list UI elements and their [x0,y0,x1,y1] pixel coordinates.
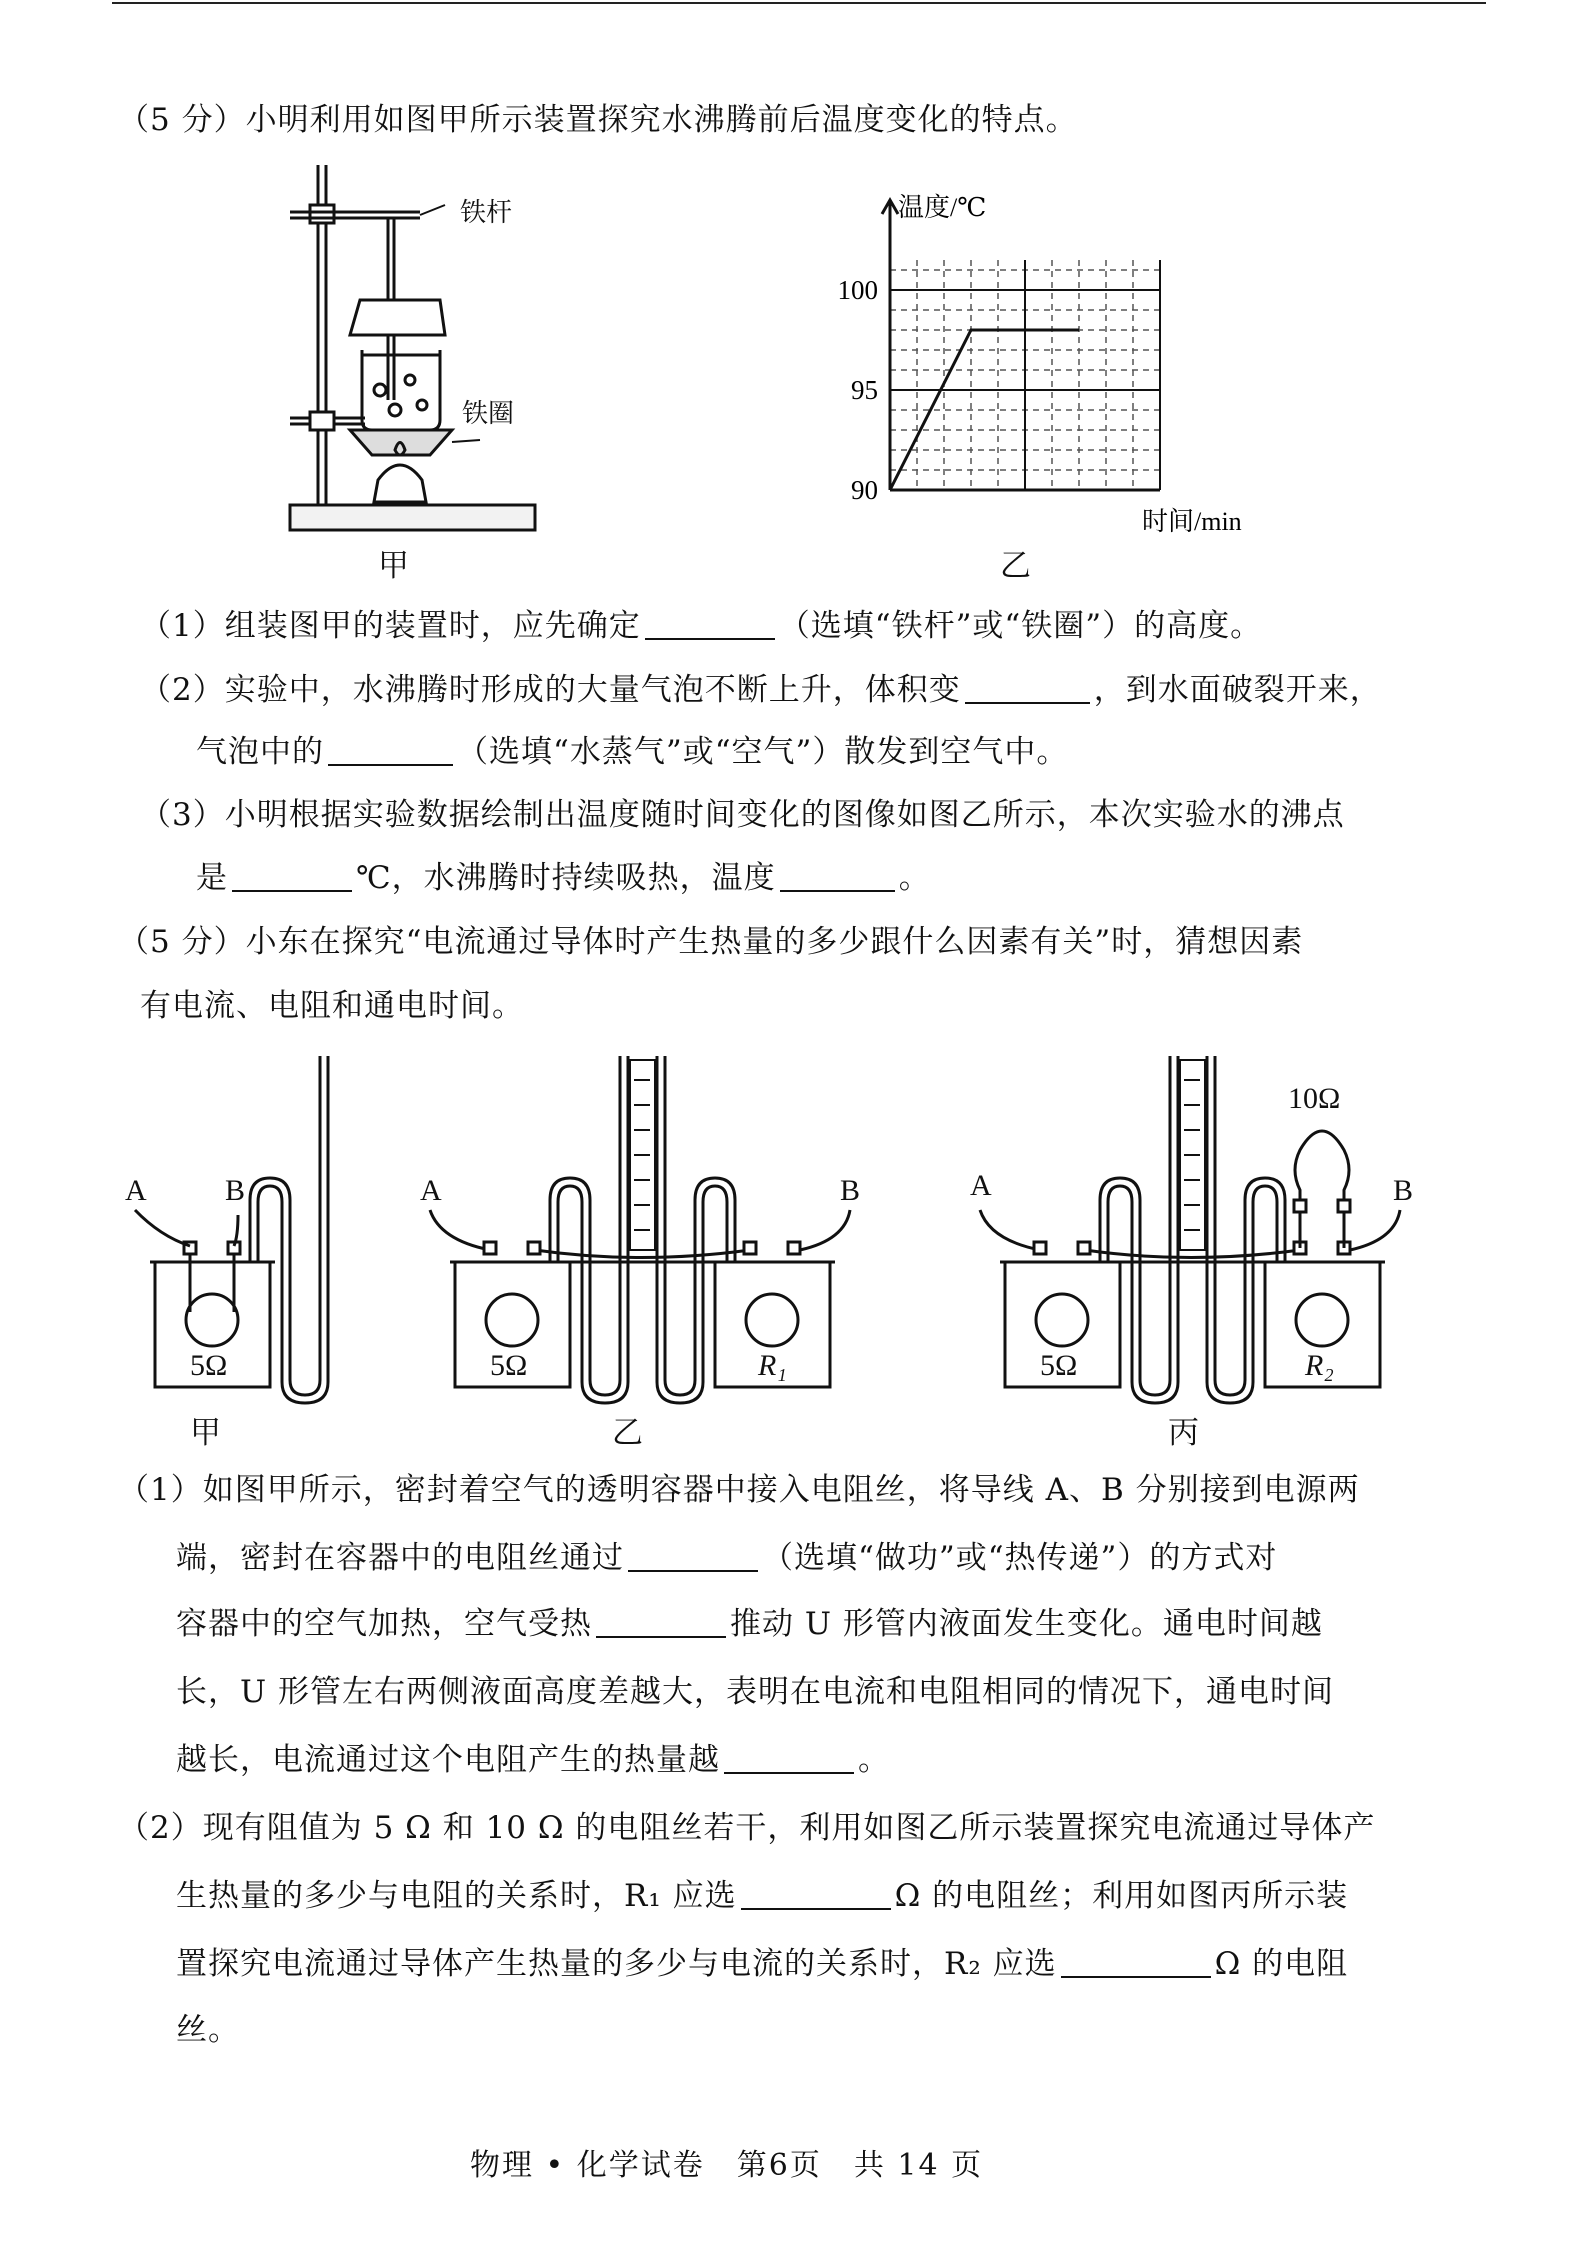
q1-blank-1[interactable] [645,608,775,640]
q2-p1-line4: 长，U 形管左右两侧液面高度差越大，表明在电流和电阻相同的情况下，通电时间 [176,1674,1334,1710]
q1-p3: （3）小明根据实验数据绘制出温度随时间变化的图像如图乙所示，本次实验水的沸点 [140,797,1345,833]
q1-p1 [140,606,1262,646]
bing-parallel-label: 10Ω [1288,1082,1341,1115]
yi-A-label: A [420,1174,442,1207]
caption-jia-2: 甲 [190,1415,221,1451]
q2-p1-text-e: 推动 U 形管内液面发生变化。通电时间越 [730,1606,1323,1642]
q2-p1-text-b: 端，密封在容器中的电阻丝通过 [176,1540,624,1576]
q2-blank-2[interactable] [596,1606,726,1638]
q2-blank-5[interactable] [1061,1946,1211,1978]
caption-bing: 丙 [1168,1415,1199,1451]
top-rule [112,2,1486,4]
jia-A-label: A [125,1174,147,1207]
caption-yi-1: 乙 [1000,548,1031,584]
q2-p2-text-e: Ω 的电阻 [1214,1946,1349,1982]
figure-joule-apparatus [110,1050,1480,1420]
bing-res-right-label: R₂ [1305,1349,1334,1382]
y-tick-label: 90 [851,475,878,505]
q1-blank-2[interactable] [965,672,1090,704]
chart-ylabel: 温度/℃ [898,193,987,222]
q2-p2-line1: （2）现有阻值为 5 Ω 和 10 Ω 的电阻丝若干，利用如图乙所示装置探究电流通过导体产 [118,1810,1376,1846]
q1-blank-4[interactable] [232,860,352,892]
yi-res-right-label: R₁ [758,1349,787,1382]
figure-jia-apparatus [270,150,630,590]
q2-p2-line3 [176,1944,1348,1984]
q2-p1-line3 [176,1604,1323,1644]
label-tiequan: 铁圈 [462,399,515,429]
series-line [890,330,1079,490]
temperature-chart [820,190,1260,550]
q2-p1-text-c: （选填“做功”或“热传递”）的方式对 [762,1540,1278,1576]
q2-p1-text-d: 容器中的空气加热，空气受热 [176,1606,592,1642]
q1-p1-text-a: （1）组装图甲的装置时，应先确定 [140,608,641,644]
q2-p2-text-c: Ω 的电阻丝；利用如图丙所示装 [894,1878,1349,1914]
q1-p2-text-d: （选填“水蒸气”或“空气”）散发到空气中。 [457,734,1069,770]
yi-B-label: B [840,1174,861,1207]
label-tiegan: 铁杆 [460,198,513,228]
q2-p2-line4: 丝。 [176,2012,240,2048]
q1-p1-text-b: （选填“铁杆”或“铁圈”）的高度。 [778,608,1263,644]
q1-p2-text-a: （2）实验中，水沸腾时形成的大量气泡不断上升，体积变 [140,672,961,708]
bing-res-left-label: 5Ω [1040,1349,1078,1382]
bing-B-label: B [1393,1174,1414,1207]
q1-p2-cont [196,732,1068,772]
jia-B-label: B [225,1174,246,1207]
q1-p2-text-c: 气泡中的 [196,734,324,770]
y-tick-label: 95 [851,375,878,405]
q1-p2 [140,670,1382,710]
q2-p1-text-h: 。 [858,1742,890,1778]
q2-p1-line5 [176,1740,890,1780]
jia-res-label: 5Ω [190,1349,228,1382]
chart-xlabel: 时间/min [1142,507,1242,536]
q2-intro-b: 有电流、电阻和通电时间。 [140,988,524,1024]
yi-res-left-label: 5Ω [490,1349,528,1382]
bing-A-label: A [970,1169,992,1202]
q1-p3-text-b: 是 [196,860,228,896]
q2-p1-line1: （1）如图甲所示，密封着空气的透明容器中接入电阻丝，将导线 A、B 分别接到电源两 [118,1472,1360,1508]
q2-p2-line2 [176,1876,1348,1916]
q1-blank-3[interactable] [328,734,453,766]
q1-p2-text-b: ，到水面破裂开来， [1093,672,1382,708]
q2-intro-a: （5 分）小东在探究“电流通过导体时产生热量的多少跟什么因素有关”时，猜想因素 [118,924,1304,960]
q2-blank-3[interactable] [724,1742,854,1774]
page-footer: 物理 • 化学试卷 第6页 共 14 页 [470,2148,984,2183]
q1-p3-cont [196,858,931,898]
y-axis [882,200,898,490]
q1-p3-text-d: 。 [898,860,931,896]
q1-p3-text-c: ℃，水沸腾时持续吸热，温度 [356,860,776,896]
q2-p1-text-g: 越长，电流通过这个电阻产生的热量越 [176,1742,720,1778]
q2-p2-text-b: 生热量的多少与电阻的关系时，R₁ 应选 [176,1878,737,1914]
q1-intro: （5 分）小明利用如图甲所示装置探究水沸腾前后温度变化的特点。 [118,102,1078,138]
q2-blank-4[interactable] [741,1878,891,1910]
y-tick-label: 100 [837,275,878,305]
caption-yi-2: 乙 [612,1415,643,1451]
q2-blank-1[interactable] [628,1540,758,1572]
caption-jia-1: 甲 [378,548,409,584]
q1-blank-5[interactable] [780,860,895,892]
q2-p1-line2 [176,1538,1277,1578]
q2-p2-text-d: 置探究电流通过导体产生热量的多少与电流的关系时，R₂ 应选 [176,1946,1057,1982]
